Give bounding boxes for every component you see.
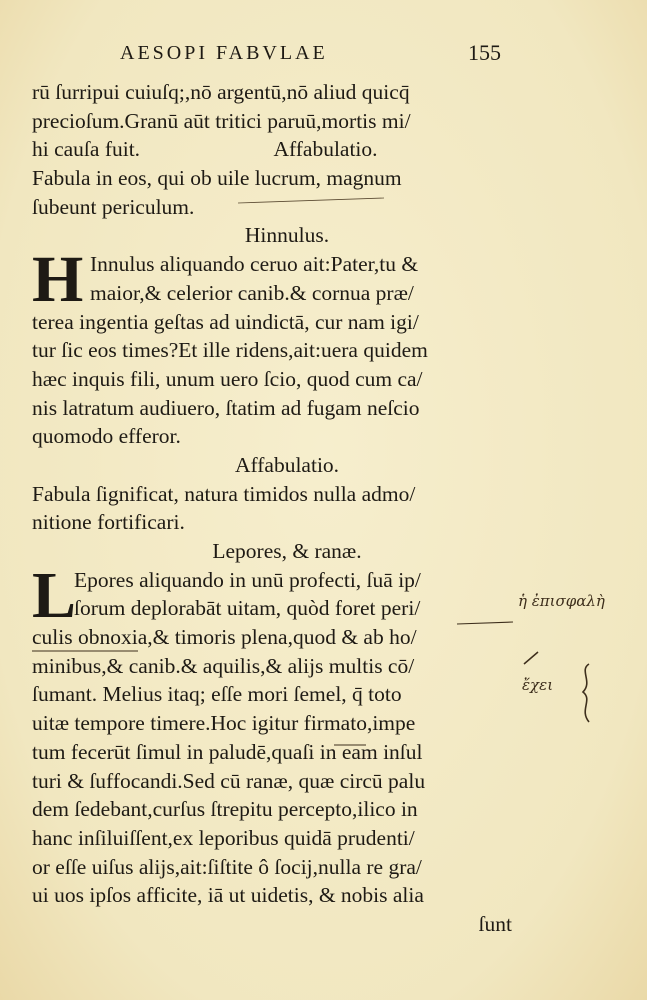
page-number: 155	[468, 40, 501, 65]
text-line: hanc inſiluiſſent,ex leporibus quidā prudenti/	[32, 825, 415, 850]
main-text-block	[32, 78, 512, 939]
fable-opening	[32, 243, 512, 317]
text-line: precioſum.Granū aūt tritici paruū,mortis mi/	[32, 108, 411, 133]
text-line: ſumant. Melius itaq; eſſe mori ſemel, q̄ toto	[32, 682, 402, 707]
text-line-part: hi cauſa fuit.	[32, 137, 141, 162]
moral-heading: Affabulatio.	[234, 452, 340, 477]
text-line: maior,& celerior canib.& cornua præ/	[90, 280, 414, 305]
ink-underline-mark	[455, 620, 517, 670]
catchword: ſunt	[478, 911, 512, 936]
fable-title: Lepores, & ranæ.	[212, 539, 362, 563]
text-line: turi & ſuffocandi.Sed cū ranæ, quæ circū palu	[32, 768, 426, 793]
text-line: or eſſe uiſus alijs,ait:ſiſtite ô ſocij,nulla re gra/	[32, 854, 422, 879]
text-line: ſubeunt periculum.	[32, 194, 195, 219]
text-line: quomodo efferor.	[32, 424, 181, 449]
text-line: nitione fortificari.	[32, 510, 185, 535]
text-line: hæc inquis fili, unum uero ſcio, quod cum ca/	[32, 366, 423, 391]
text-line: tum fecerūt ſimul in paludē,quaſi in eam inſul	[32, 739, 423, 764]
ink-brace-mark	[575, 662, 601, 724]
text-line: terea ingentia geſtas ad uindictā, cur nam igi/	[32, 309, 419, 334]
text-line: nis latratum audiuero, ſtatim ad fugam neſcio	[32, 395, 420, 420]
text-line: minibus,& canib.& aquilis,& alijs multis cō/	[32, 653, 415, 678]
text-line: tur ſic eos times?Et ille ridens,ait:uera quidem	[32, 338, 428, 363]
ink-underline-mark	[332, 742, 368, 748]
text-line: dem ſedebant,curſus ſtrepitu percepto,ilico in	[32, 797, 418, 822]
ink-underline-mark	[30, 648, 140, 654]
text-line: ſorum deplorabāt uitam, quòd foret peri/	[74, 596, 421, 621]
running-head: AESOPI FABVLAE	[120, 42, 328, 64]
text-line: culis obnoxia,& timoris plena,quod & ab ho/	[32, 625, 417, 650]
text-line: Fabula ſignificat, natura timidos nulla admo/	[32, 481, 416, 506]
moral-heading: Affabulatio.	[273, 137, 378, 162]
ink-stroke-mark	[520, 648, 544, 668]
text-line: Fabula in eos, qui ob uile lucrum, magnum	[32, 166, 402, 191]
text-line: Innulus aliquando ceruo ait:Pater,tu &	[90, 252, 419, 277]
fable-opening	[32, 558, 512, 632]
marginal-note: ἡ ἐπισφαλὴ	[518, 592, 605, 610]
fable-title: Hinnulus.	[244, 223, 330, 248]
ink-underline-mark	[236, 195, 386, 207]
text-line: uitæ tempore timere.Hoc igitur firmato,impe	[32, 711, 416, 736]
drop-cap-initial: H	[32, 243, 84, 317]
marginal-note: ἔχει	[522, 676, 554, 694]
text-line: Epores aliquando in unū profecti, ſuā ip/	[74, 567, 421, 592]
drop-cap-initial: L	[32, 558, 77, 632]
text-line: rū ſurripui cuiuſq;,nō argentū,nō aliud quicq̄	[32, 80, 410, 104]
text-line: ui uos ipſos afficite, iā ut uidetis, & nobis alia	[32, 883, 424, 908]
text-line	[32, 135, 512, 164]
